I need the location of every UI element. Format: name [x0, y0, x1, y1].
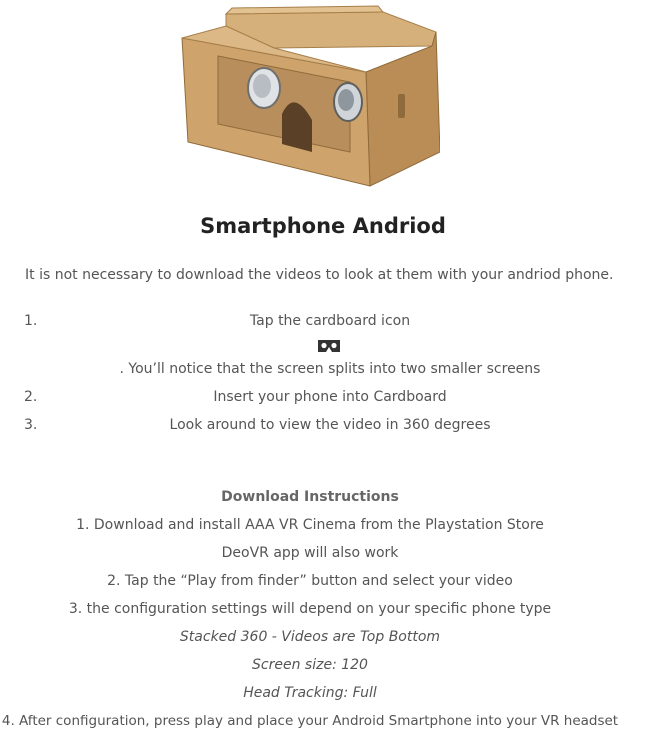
- step-number: 1.: [24, 313, 38, 329]
- step-number: 3.: [24, 417, 38, 433]
- config-setting: Screen size: 120: [252, 657, 368, 673]
- download-line: 1. Download and install AAA VR Cinema from the Playstation Store: [76, 517, 544, 533]
- download-line: 2. Tap the “Play from finder” button and select your video: [107, 573, 513, 589]
- step-text: Insert your phone into Cardboard: [213, 389, 447, 405]
- config-setting: Head Tracking: Full: [243, 685, 377, 701]
- download-line: 3. the configuration settings will depend on your specific phone type: [68, 601, 552, 617]
- config-setting: Stacked 360 - Videos are Top Bottom: [179, 629, 441, 645]
- download-line: DeoVR app will also work: [221, 545, 399, 561]
- download-line: 4. After configuration, press play and place your Android Smartphone into your VR headset: [1, 713, 619, 729]
- page-title: Smartphone Andriod: [200, 214, 446, 238]
- cardboard-headset-image: [178, 2, 440, 188]
- step-text: Tap the cardboard icon: [249, 313, 411, 329]
- step-text: Look around to view the video in 360 degrees: [169, 417, 491, 433]
- cardboard-icon: [317, 339, 341, 353]
- step-number: 2.: [24, 389, 38, 405]
- intro-text: It is not necessary to download the videos to look at them with your andriod phone.: [25, 267, 614, 283]
- step-note: . You’ll notice that the screen splits into two smaller screens: [119, 361, 541, 377]
- download-heading: Download Instructions: [221, 489, 399, 505]
